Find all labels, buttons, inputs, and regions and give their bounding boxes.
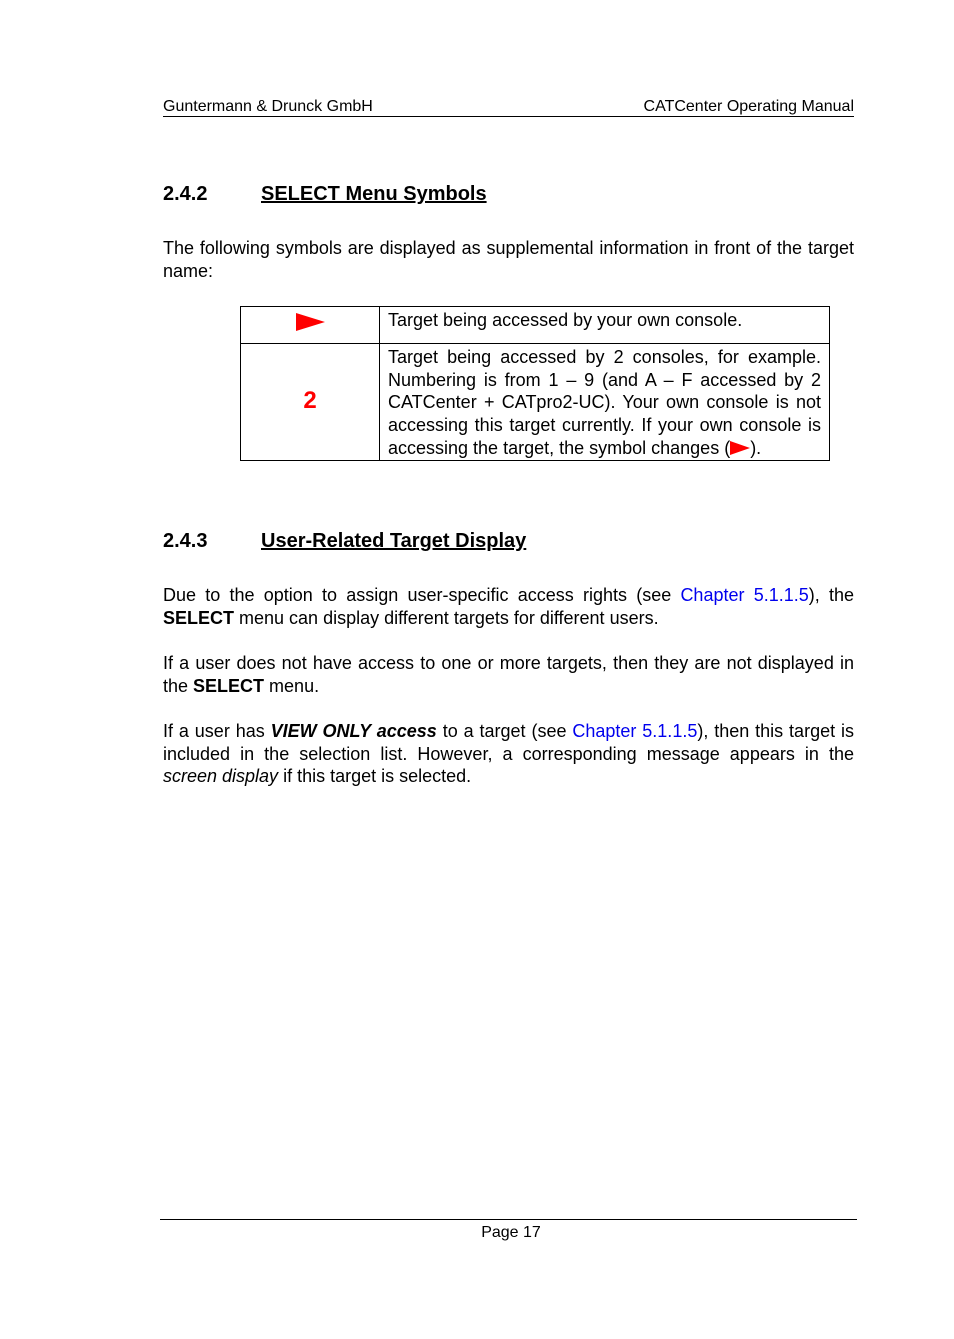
page-header xyxy=(163,96,854,117)
header-manual-title: CATCenter Operating Manual xyxy=(643,98,854,115)
symbol-cell xyxy=(241,307,380,344)
section-title: SELECT Menu Symbols xyxy=(261,183,487,205)
red-triangle-icon xyxy=(296,313,325,331)
footer-divider xyxy=(160,1219,857,1220)
paragraph-no-access: If a user does not have access to one or more targets, then they are not displayed in the SELECT menu. xyxy=(163,653,854,696)
section-number: 2.4.3 xyxy=(163,530,208,552)
page-number: Page 17 xyxy=(481,1224,541,1241)
table-row xyxy=(241,307,830,344)
chapter-link[interactable]: Chapter 5.1.1.5 xyxy=(680,585,809,605)
section-heading-242 xyxy=(163,183,487,206)
page-footer xyxy=(0,1224,954,1242)
symbol-description: Target being accessed by your own console. xyxy=(380,307,830,344)
console-count-symbol: 2 xyxy=(303,386,317,414)
symbol-table xyxy=(240,306,830,461)
red-triangle-icon xyxy=(730,441,750,455)
symbol-description: Target being accessed by 2 consoles, for example. Numbering is from 1 – 9 (and A – F accessed by 2 CATCenter + CATpro2-UC). Your own console is not accessing this target currently. If your own console is accessing the target, the symbol changes ( ). xyxy=(380,344,830,461)
symbol-cell xyxy=(241,344,380,461)
paragraph-user-rights: Due to the option to assign user-specific access rights (see Chapter 5.1.1.5), the SELECT menu can display different targets for different users. xyxy=(163,585,854,628)
table-row xyxy=(241,344,830,461)
section-title: User-Related Target Display xyxy=(261,530,527,552)
header-company: Guntermann & Drunck GmbH xyxy=(163,98,373,115)
chapter-link[interactable]: Chapter 5.1.1.5 xyxy=(572,721,698,741)
section-number: 2.4.2 xyxy=(163,183,208,205)
section-242-intro: The following symbols are displayed as supplemental information in front of the target name: xyxy=(163,238,854,281)
paragraph-view-only: If a user has VIEW ONLY access to a target (see Chapter 5.1.1.5), then this target is included in the selection list. However, a corresponding message appears in the screen display if this target is selected. xyxy=(163,721,854,787)
section-heading-243 xyxy=(163,530,526,553)
